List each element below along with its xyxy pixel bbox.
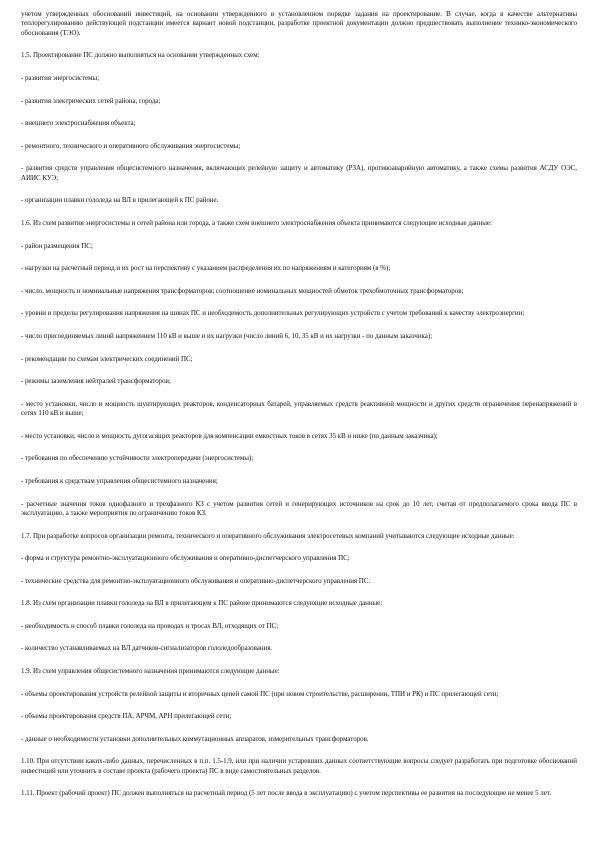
list-item: - требования к средствам управления общесистемного назначения; <box>21 476 218 485</box>
paragraph-1-7: 1.7. При разработке вопросов организации ремонта, технического и оперативного обслуживания электросетевых компаний учитываются следующие исходные данные: <box>21 531 515 540</box>
paragraph-1-9: 1.9. Из схем управления общесистемного назначения принимаются следующие данные: <box>21 667 280 676</box>
paragraph-1-10: 1.10. При отсутствии каких-либо данных, перечисленных в п.п. 1.5-1.9, или при наличии устаревших данных соответствующие вопросы следует разработать при подготовке обоснований инвестиций или уточнить в составе проекта (рабочего проекта) ПС в виде самостоятельных разделов. <box>21 757 577 775</box>
list-item: - количество устанавливаемых на ВЛ датчиков-сигнализаторов гололедообразования. <box>21 644 273 653</box>
list-item: - внешнего электроснабжения объекта; <box>21 119 136 128</box>
paragraph-1-11: 1.11. Проект (рабочий проект) ПС должен выполняться на расчетный период (5 лет после ввода в эксплуатацию) с учетом перспективы ее развития на последующие не менее 5 лет. <box>21 789 551 798</box>
list-item: - объемы проектирования устройств релейной защиты и вторичных цепей самой ПС (при новом строительстве, расширении, ТПИ и РК) и ПС прилегающей сети; <box>21 689 499 698</box>
list-item: - необходимость и способ плавки гололеда на проводах и тросах ВЛ, отходящих от ПС; <box>21 621 278 630</box>
list-item: - форма и структура ремонтно-эксплуатационного обслуживания и оперативно-диспетчерского управления ПС; <box>21 554 350 563</box>
paragraph-1-8: 1.8. Из схем организации плавки гололеда на ВЛ в прилегающем к ПС районе принимаются следующие исходные данные: <box>21 599 383 608</box>
list-item: - организации плавки гололеда на ВЛ в прилегающей к ПС районе. <box>21 196 219 205</box>
list-item: - район размещения ПС; <box>21 241 93 250</box>
paragraph-1-5: 1.5. Проектирование ПС должно выполняться на основании утвержденных схем: <box>21 51 260 60</box>
document-page <box>21 10 577 812</box>
list-item: - объемы проектирования средств ПА, АРЧМ, АРН прилегающей сети; <box>21 712 232 721</box>
list-item: - число присоединяемых линий напряжением 110 кВ и выше и их нагрузки (число линий 6, 10, 35 кВ и их нагрузки - по данным заказчика); <box>21 331 432 340</box>
list-item: - ремонтного, технического и оперативного обслуживания энергосистемы; <box>21 141 241 150</box>
list-item: - развития энергосистемы; <box>21 74 99 82</box>
list-item: - уровни и пределы регулирования напряжения на шинах ПС и необходимость дополнительных регулирующих устройств с учетом требований к качеству электроэнергии; <box>21 309 525 318</box>
list-item: - место установки, число и мощность шунтирующих реакторов, конденсаторных батарей, управляемых средств реактивной мощности и других средств ограничения перенапряжений в сетях 110 кВ и выше; <box>21 399 577 418</box>
list-item: - рекомендации по схемам электрических соединений ПС; <box>21 354 193 363</box>
list-item: - нагрузки на расчетный период и их рост на перспективу с указанием распределения их по напряжениям и категориям (в %); <box>21 264 391 273</box>
list-item: - режимы заземления нейтралей трансформаторов; <box>21 377 171 386</box>
list-item: - технические средства для ремонтно-эксплуатационного обслуживания и оперативно-диспетчерского управления ПС. <box>21 576 371 585</box>
list-item: - требования по обеспечению устойчивости электропередачи (энергосистемы); <box>21 454 254 463</box>
list-item: - число, мощность и номинальные напряжения трансформаторов; соотношение номинальных мощностей обмоток трехобмоточных трансформаторов; <box>21 286 464 295</box>
list-item: - данные о необходимости установки дополнительных коммутационных аппаратов, измерительных трансформаторов. <box>21 734 369 743</box>
list-item: - развития электрических сетей района, города; <box>21 96 161 105</box>
paragraph-intro: учетом утвержденных обоснований инвестиций, на основании утвержденного в установленном порядке задания на проектирование. В случае, когда в качестве альтернативы теплорегулированию действующей подстанции имеется вариант новой подстанции, разработке проектной документации должно предшествовать выполнение технико-экономического обоснования (ТЭО). <box>21 10 577 37</box>
list-item: - расчетные значения токов однофазного и трехфазного КЗ с учетом развития сетей и генерирующих источников на срок до 10 лет, считая от предполагаемого срока ввода ПС в эксплуатацию, а также мероприятия по ограничению токов КЗ. <box>21 499 577 517</box>
paragraph-1-6: 1.6. Из схем развития энергосистемы и сетей района или города, а также схем внешнего электроснабжения объекта принимаются следующие исходные данные: <box>21 218 492 227</box>
list-item: - место установки, число и мощность дугогасящих реакторов для компенсации емкостных токов в сетях 35 кВ и ниже (по данным заказчика); <box>21 431 438 440</box>
list-item: - развития средств управления общесистемного назначения, включающих релейную защиту и автоматику (РЗА), противоаварийную автоматику, а также схемы развития АСДУ ОЭС, АИИС КУЭ; <box>21 164 577 182</box>
